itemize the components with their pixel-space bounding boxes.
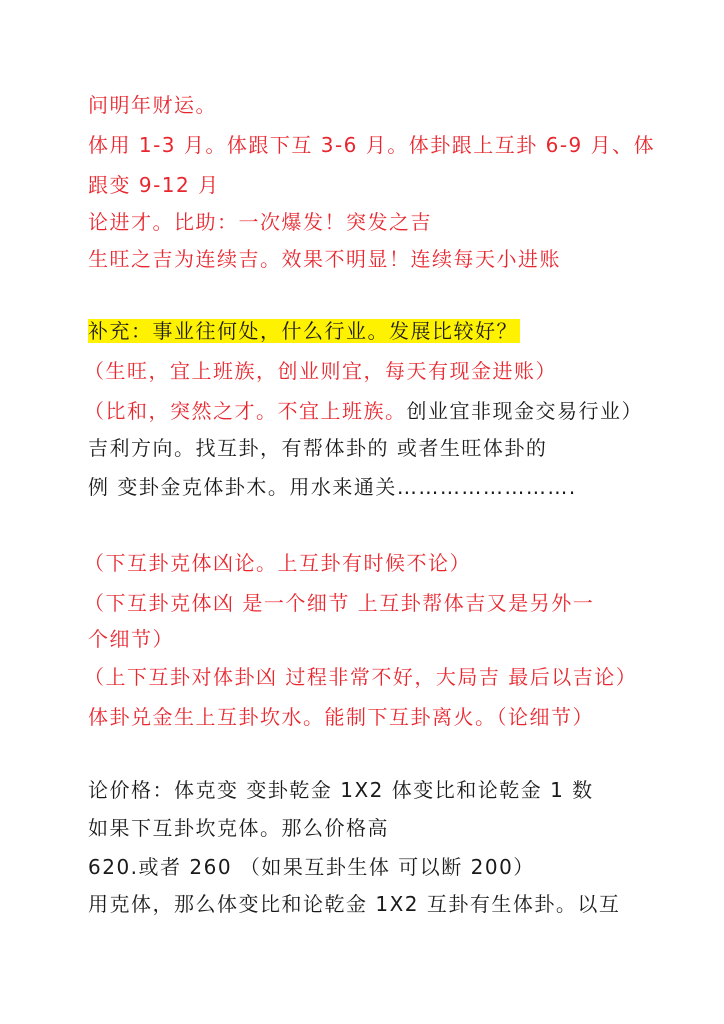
text-line: 吉利方向。找互卦，有帮体卦的 或者生旺体卦的 [88, 436, 548, 460]
text-span-black: 创业宜非现金交易行业） [406, 399, 643, 423]
text-line: 体用 1-3 月。体跟下互 3-6 月。体卦跟上互卦 6-9 月、体 [88, 133, 656, 157]
highlighted-heading [88, 316, 520, 346]
text-line: 个细节） [88, 627, 174, 651]
text-line: 如果下互卦坎克体。那么价格高 [88, 816, 389, 840]
text-span-red: （比和，突然之才。不宜上班族。 [84, 399, 407, 423]
text-line: （下互卦克体凶论。上互卦有时候不论） [84, 551, 471, 575]
text-line: 论进才。比助：一次爆发！突发之吉 [88, 210, 432, 234]
text-line-mixed [84, 396, 643, 426]
text-line: 问明年财运。 [88, 93, 217, 117]
text-line: （下互卦克体凶 是一个细节 上互卦帮体吉又是另外一 [84, 591, 595, 615]
text-line: 跟变 9-12 月 [88, 173, 220, 197]
text-line: 620.或者 260 （如果互卦生体 可以断 200） [88, 855, 535, 879]
text-line: 例 变卦金克体卦木。用水来通关……………………. [88, 475, 577, 499]
highlight-span: 补充：事业往何处，什么行业。发展比较好？ [88, 319, 518, 343]
text-line: 体卦兑金生上互卦坎水。能制下互卦离火。（论细节） [88, 705, 594, 729]
text-line: 用克体，那么体变比和论乾金 1X2 互卦有生体卦。以互 [88, 892, 621, 916]
text-line: 论价格：体克变 变卦乾金 1X2 体变比和论乾金 1 数 [88, 778, 594, 802]
text-line: （生旺，宜上班族，创业则宜，每天有现金进账） [84, 359, 557, 383]
text-line: （上下互卦对体卦凶 过程非常不好，大局吉 最后以吉论） [84, 665, 638, 689]
text-line: 生旺之吉为连续吉。效果不明显！连续每天小进账 [88, 247, 561, 271]
